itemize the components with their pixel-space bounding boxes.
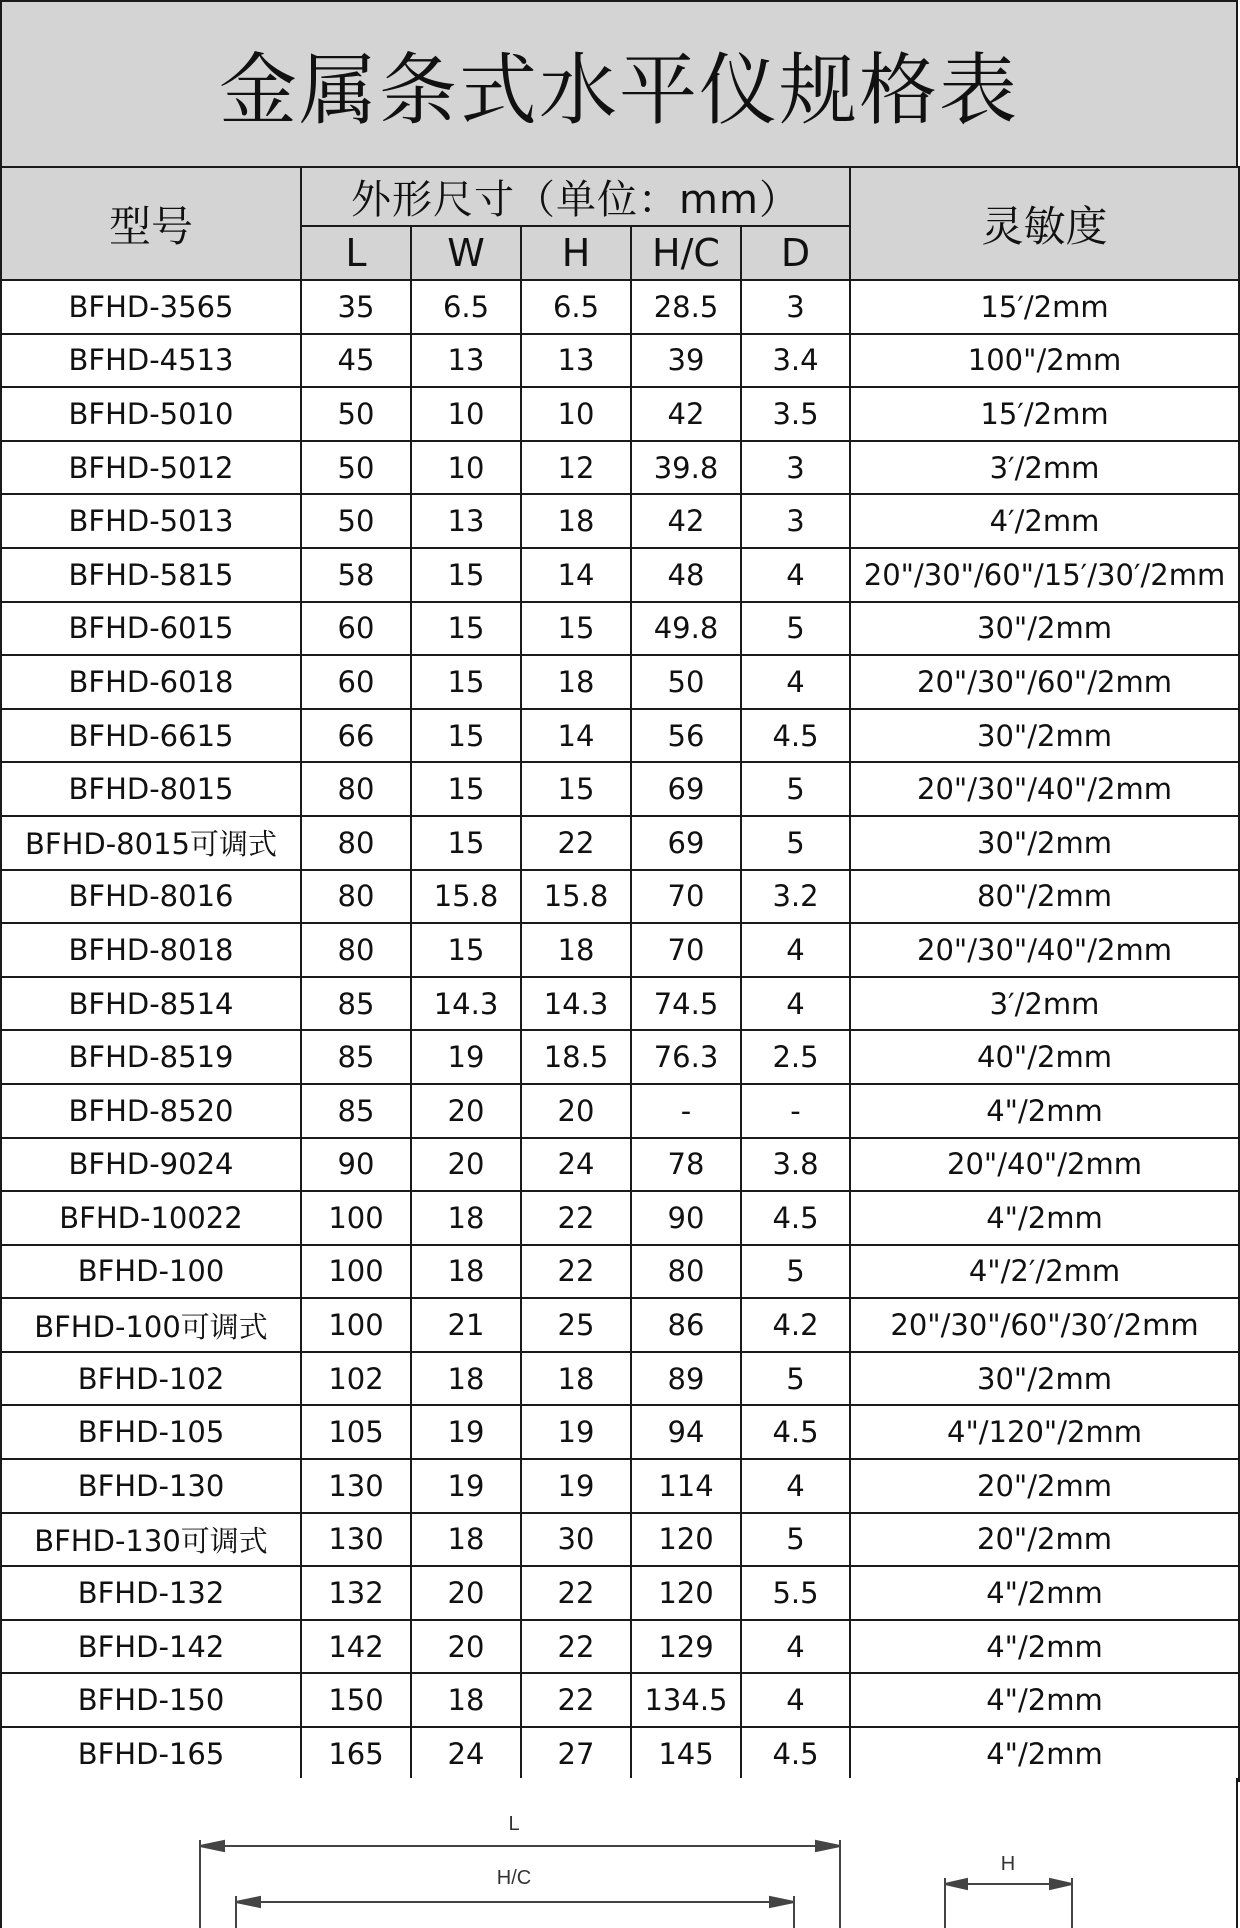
cell-hc: - [631, 1084, 741, 1138]
cell-hc: 70 [631, 870, 741, 924]
header-d: D [741, 226, 850, 280]
cell-sensitivity: 20"/30"/40"/2mm [850, 923, 1239, 977]
cell-hc: 39.8 [631, 441, 741, 495]
table-row [1, 1620, 1239, 1674]
cell-sensitivity: 20"/30"/60"/2mm [850, 655, 1239, 709]
label-h: H [1000, 1853, 1016, 1875]
cell-h: 15 [521, 762, 631, 816]
cell-d: 4 [741, 923, 850, 977]
cell-sensitivity: 4"/2mm [850, 1084, 1239, 1138]
header-sensitivity: 灵敏度 [850, 167, 1239, 280]
table-row [1, 923, 1239, 977]
table-row [1, 1513, 1239, 1567]
cell-model: BFHD-8520 [1, 1084, 301, 1138]
cell-model: BFHD-4513 [1, 334, 301, 388]
cell-d: 5 [741, 602, 850, 656]
cell-model: BFHD-5013 [1, 494, 301, 548]
cell-sensitivity: 30"/2mm [850, 602, 1239, 656]
cell-hc: 39 [631, 334, 741, 388]
table-row [1, 762, 1239, 816]
cell-d: 3.8 [741, 1138, 850, 1192]
cell-h: 15.8 [521, 870, 631, 924]
label-l: L [508, 1813, 520, 1835]
cell-sensitivity: 4"/2′/2mm [850, 1245, 1239, 1299]
cell-d: 4.5 [741, 1191, 850, 1245]
cell-sensitivity: 4"/2mm [850, 1620, 1239, 1674]
table-row [1, 1727, 1239, 1781]
cell-w: 14.3 [411, 977, 521, 1031]
cell-sensitivity: 20"/30"/60"/30′/2mm [850, 1298, 1239, 1352]
cell-w: 15 [411, 762, 521, 816]
cell-model: BFHD-5815 [1, 548, 301, 602]
cell-w: 20 [411, 1138, 521, 1192]
cell-l: 58 [301, 548, 411, 602]
cell-w: 15 [411, 923, 521, 977]
cell-h: 19 [521, 1405, 631, 1459]
table-row [1, 441, 1239, 495]
cell-d: 4.5 [741, 1405, 850, 1459]
cell-hc: 28.5 [631, 280, 741, 334]
cell-h: 22 [521, 1620, 631, 1674]
cell-model: BFHD-6018 [1, 655, 301, 709]
cell-sensitivity: 80"/2mm [850, 870, 1239, 924]
cell-h: 20 [521, 1084, 631, 1138]
cell-d: 3.5 [741, 387, 850, 441]
cell-w: 15 [411, 816, 521, 870]
table-row [1, 1084, 1239, 1138]
cell-w: 10 [411, 441, 521, 495]
table-row [1, 334, 1239, 388]
cell-w: 18 [411, 1191, 521, 1245]
cell-h: 22 [521, 1191, 631, 1245]
cell-model: BFHD-3565 [1, 280, 301, 334]
table-row [1, 1459, 1239, 1513]
header-dimensions-group: 外形尺寸（单位：mm） [301, 167, 850, 226]
cell-l: 45 [301, 334, 411, 388]
cell-d: 4 [741, 1620, 850, 1674]
cell-sensitivity: 15′/2mm [850, 387, 1239, 441]
cell-model: BFHD-100 [1, 1245, 301, 1299]
table-row [1, 548, 1239, 602]
cell-h: 13 [521, 334, 631, 388]
cell-model: BFHD-8015 [1, 762, 301, 816]
cell-hc: 94 [631, 1405, 741, 1459]
cell-hc: 114 [631, 1459, 741, 1513]
cell-w: 13 [411, 334, 521, 388]
cell-l: 100 [301, 1191, 411, 1245]
table-row [1, 494, 1239, 548]
cell-w: 20 [411, 1084, 521, 1138]
cell-h: 30 [521, 1513, 631, 1567]
cell-l: 150 [301, 1673, 411, 1727]
cell-d: 4.5 [741, 1727, 850, 1781]
cell-h: 24 [521, 1138, 631, 1192]
cell-h: 18.5 [521, 1030, 631, 1084]
cell-hc: 50 [631, 655, 741, 709]
table-row [1, 1405, 1239, 1459]
cell-sensitivity: 20"/30"/40"/2mm [850, 762, 1239, 816]
cell-model: BFHD-105 [1, 1405, 301, 1459]
cell-d: 3 [741, 441, 850, 495]
cell-d: 5 [741, 816, 850, 870]
cell-d: 4.5 [741, 709, 850, 763]
cell-sensitivity: 20"/2mm [850, 1459, 1239, 1513]
cell-l: 165 [301, 1727, 411, 1781]
cell-d: 3.2 [741, 870, 850, 924]
cell-l: 66 [301, 709, 411, 763]
cell-h: 27 [521, 1727, 631, 1781]
cell-h: 19 [521, 1459, 631, 1513]
cell-h: 22 [521, 1673, 631, 1727]
cell-sensitivity: 30"/2mm [850, 816, 1239, 870]
cell-sensitivity: 3′/2mm [850, 441, 1239, 495]
cell-hc: 134.5 [631, 1673, 741, 1727]
cell-w: 6.5 [411, 280, 521, 334]
cell-model: BFHD-8514 [1, 977, 301, 1031]
cell-hc: 69 [631, 816, 741, 870]
label-hc: H/C [496, 1867, 532, 1889]
cell-l: 60 [301, 602, 411, 656]
cell-w: 21 [411, 1298, 521, 1352]
cell-sensitivity: 40"/2mm [850, 1030, 1239, 1084]
table-row [1, 977, 1239, 1031]
cell-sensitivity: 4"/120"/2mm [850, 1405, 1239, 1459]
cell-hc: 129 [631, 1620, 741, 1674]
cell-w: 18 [411, 1673, 521, 1727]
cell-h: 18 [521, 923, 631, 977]
cell-d: 4.2 [741, 1298, 850, 1352]
cell-d: 5 [741, 1513, 850, 1567]
cell-hc: 49.8 [631, 602, 741, 656]
cell-w: 19 [411, 1405, 521, 1459]
cell-w: 13 [411, 494, 521, 548]
table-row [1, 280, 1239, 334]
cell-sensitivity: 100"/2mm [850, 334, 1239, 388]
table-row [1, 1298, 1239, 1352]
cell-l: 100 [301, 1298, 411, 1352]
cell-w: 20 [411, 1620, 521, 1674]
cell-d: 5.5 [741, 1566, 850, 1620]
table-row [1, 1245, 1239, 1299]
cell-l: 50 [301, 494, 411, 548]
cell-hc: 42 [631, 494, 741, 548]
cell-h: 15 [521, 602, 631, 656]
cell-model: BFHD-10022 [1, 1191, 301, 1245]
cell-d: 4 [741, 548, 850, 602]
cell-l: 80 [301, 762, 411, 816]
table-row [1, 870, 1239, 924]
cell-sensitivity: 3′/2mm [850, 977, 1239, 1031]
cell-h: 25 [521, 1298, 631, 1352]
table-row [1, 1673, 1239, 1727]
cell-hc: 69 [631, 762, 741, 816]
cell-l: 105 [301, 1405, 411, 1459]
cell-l: 142 [301, 1620, 411, 1674]
cell-sensitivity: 4"/2mm [850, 1191, 1239, 1245]
cell-l: 80 [301, 923, 411, 977]
cell-d: - [741, 1084, 850, 1138]
table-row [1, 1191, 1239, 1245]
cell-model: BFHD-100可调式 [1, 1298, 301, 1352]
cell-l: 80 [301, 816, 411, 870]
cell-hc: 42 [631, 387, 741, 441]
cell-model: BFHD-130 [1, 1459, 301, 1513]
cell-l: 132 [301, 1566, 411, 1620]
cell-sensitivity: 30"/2mm [850, 1352, 1239, 1406]
dimension-diagram-svg [2, 1778, 1240, 1928]
cell-d: 5 [741, 762, 850, 816]
cell-d: 5 [741, 1352, 850, 1406]
cell-hc: 48 [631, 548, 741, 602]
cell-l: 80 [301, 870, 411, 924]
cell-d: 3.4 [741, 334, 850, 388]
cell-model: BFHD-6615 [1, 709, 301, 763]
cell-sensitivity: 4"/2mm [850, 1727, 1239, 1781]
cell-h: 12 [521, 441, 631, 495]
cell-l: 85 [301, 1030, 411, 1084]
dimension-h [945, 1878, 1072, 1928]
table-row [1, 602, 1239, 656]
cell-l: 100 [301, 1245, 411, 1299]
table-row [1, 387, 1239, 441]
cell-h: 10 [521, 387, 631, 441]
cell-w: 15 [411, 655, 521, 709]
cell-hc: 120 [631, 1566, 741, 1620]
cell-d: 4 [741, 655, 850, 709]
cell-h: 6.5 [521, 280, 631, 334]
cell-model: BFHD-102 [1, 1352, 301, 1406]
cell-w: 10 [411, 387, 521, 441]
cell-l: 60 [301, 655, 411, 709]
cell-hc: 86 [631, 1298, 741, 1352]
cell-model: BFHD-150 [1, 1673, 301, 1727]
cell-w: 20 [411, 1566, 521, 1620]
cell-hc: 120 [631, 1513, 741, 1567]
cell-w: 15 [411, 709, 521, 763]
cell-l: 102 [301, 1352, 411, 1406]
cell-sensitivity: 30"/2mm [850, 709, 1239, 763]
cell-l: 50 [301, 441, 411, 495]
cell-hc: 145 [631, 1727, 741, 1781]
cell-d: 2.5 [741, 1030, 850, 1084]
cell-h: 14 [521, 548, 631, 602]
cell-sensitivity: 4"/2mm [850, 1566, 1239, 1620]
cell-hc: 90 [631, 1191, 741, 1245]
cell-model: BFHD-142 [1, 1620, 301, 1674]
cell-h: 18 [521, 494, 631, 548]
cell-hc: 74.5 [631, 977, 741, 1031]
table-row [1, 655, 1239, 709]
cell-sensitivity: 15′/2mm [850, 280, 1239, 334]
cell-w: 15 [411, 602, 521, 656]
cell-sensitivity: 4′/2mm [850, 494, 1239, 548]
cell-d: 4 [741, 1673, 850, 1727]
header-h: H [521, 226, 631, 280]
dimension-diagram [0, 1778, 1238, 1928]
cell-l: 130 [301, 1513, 411, 1567]
header-w: W [411, 226, 521, 280]
spec-table [0, 166, 1240, 1782]
cell-w: 24 [411, 1727, 521, 1781]
cell-d: 3 [741, 494, 850, 548]
cell-h: 18 [521, 655, 631, 709]
cell-l: 50 [301, 387, 411, 441]
cell-w: 15 [411, 548, 521, 602]
cell-w: 18 [411, 1245, 521, 1299]
cell-d: 4 [741, 977, 850, 1031]
cell-model: BFHD-9024 [1, 1138, 301, 1192]
cell-d: 4 [741, 1459, 850, 1513]
cell-hc: 89 [631, 1352, 741, 1406]
cell-l: 35 [301, 280, 411, 334]
table-row [1, 816, 1239, 870]
cell-w: 19 [411, 1030, 521, 1084]
cell-l: 90 [301, 1138, 411, 1192]
cell-model: BFHD-165 [1, 1727, 301, 1781]
cell-h: 14 [521, 709, 631, 763]
cell-model: BFHD-6015 [1, 602, 301, 656]
cell-hc: 76.3 [631, 1030, 741, 1084]
cell-sensitivity: 20"/2mm [850, 1513, 1239, 1567]
cell-l: 85 [301, 977, 411, 1031]
cell-hc: 70 [631, 923, 741, 977]
cell-model: BFHD-8018 [1, 923, 301, 977]
dimension-hc [236, 1896, 794, 1928]
cell-sensitivity: 20"/40"/2mm [850, 1138, 1239, 1192]
cell-w: 18 [411, 1513, 521, 1567]
header-l: L [301, 226, 411, 280]
cell-model: BFHD-8015可调式 [1, 816, 301, 870]
cell-model: BFHD-5010 [1, 387, 301, 441]
cell-l: 85 [301, 1084, 411, 1138]
cell-d: 3 [741, 280, 850, 334]
cell-sensitivity: 4"/2mm [850, 1673, 1239, 1727]
table-row [1, 1138, 1239, 1192]
cell-w: 19 [411, 1459, 521, 1513]
cell-model: BFHD-130可调式 [1, 1513, 301, 1567]
cell-hc: 80 [631, 1245, 741, 1299]
cell-w: 18 [411, 1352, 521, 1406]
cell-model: BFHD-132 [1, 1566, 301, 1620]
table-row [1, 1566, 1239, 1620]
table-row [1, 1352, 1239, 1406]
cell-l: 130 [301, 1459, 411, 1513]
cell-hc: 56 [631, 709, 741, 763]
table-row [1, 709, 1239, 763]
cell-w: 15.8 [411, 870, 521, 924]
cell-model: BFHD-5012 [1, 441, 301, 495]
cell-h: 22 [521, 1245, 631, 1299]
cell-sensitivity: 20"/30"/60"/15′/30′/2mm [850, 548, 1239, 602]
cell-h: 14.3 [521, 977, 631, 1031]
cell-hc: 78 [631, 1138, 741, 1192]
page-title: 金属条式水平仪规格表 [0, 0, 1238, 166]
cell-h: 22 [521, 1566, 631, 1620]
header-hc: H/C [631, 226, 741, 280]
cell-h: 22 [521, 816, 631, 870]
cell-model: BFHD-8016 [1, 870, 301, 924]
cell-model: BFHD-8519 [1, 1030, 301, 1084]
header-model: 型号 [1, 167, 301, 280]
spec-table-body [1, 280, 1239, 1781]
cell-h: 18 [521, 1352, 631, 1406]
table-row [1, 1030, 1239, 1084]
cell-d: 5 [741, 1245, 850, 1299]
